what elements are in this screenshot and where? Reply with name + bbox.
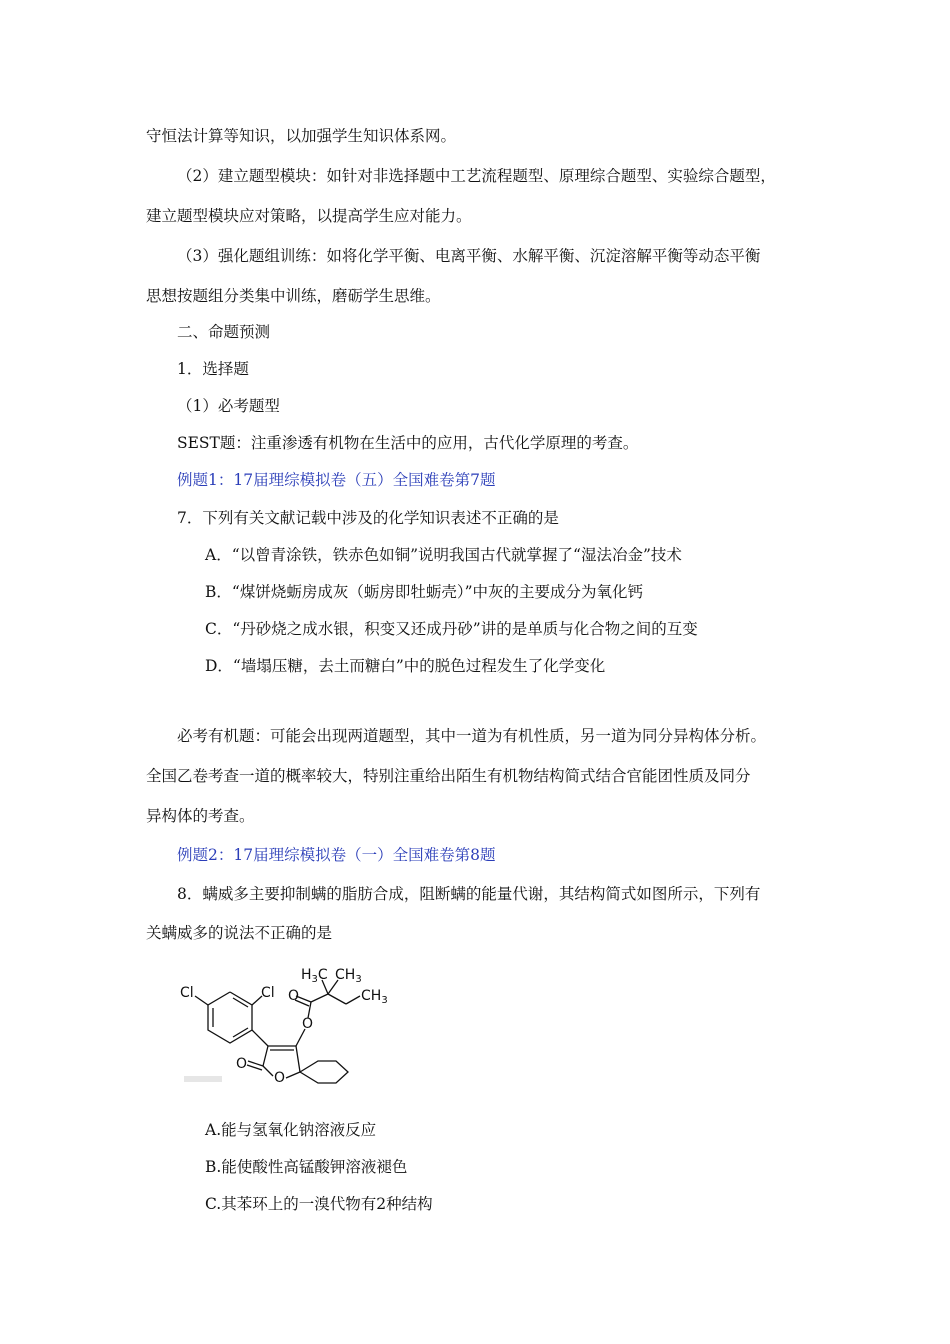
- text-line: 异构体的考查。: [146, 807, 255, 825]
- methyl-label: $H_3C$: [301, 967, 328, 985]
- methyl-label: $CH_3$: [361, 988, 388, 1006]
- option-a: A．“以曾青涂铁，铁赤色如铜”说明我国古代就掌握了“湿法冶金”技术: [205, 546, 682, 564]
- text-line: 建立题型模块应对策略，以提高学生应对能力。: [146, 207, 472, 225]
- text-line: SEST题：注重渗透有机物在生活中的应用，古代化学原理的考查。: [177, 434, 639, 452]
- question-stem: 关螨威多的说法不正确的是: [146, 924, 333, 942]
- text-line: 全国乙卷考查一道的概率较大，特别注重给出陌生有机物结构简式结合官能团性质及同分: [146, 767, 751, 785]
- methyl-label: $CH_3$: [335, 967, 362, 985]
- text-line: （2）建立题型模块：如针对非选择题中工艺流程题型、原理综合题型、实验综合题型，: [177, 167, 776, 185]
- subsection-heading: （1）必考题型: [177, 397, 280, 415]
- section-heading: 二、命题预测: [177, 323, 271, 341]
- example-heading: 例题1：17届理综模拟卷（五）全国难卷第7题: [177, 471, 496, 489]
- chlorine-label: Cl: [261, 985, 275, 1001]
- oxygen-label: O: [302, 1016, 314, 1032]
- text-line: 守恒法计算等知识，以加强学生知识体系网。: [146, 127, 457, 145]
- option-b: B.能使酸性高锰酸钾溶液褪色: [205, 1158, 408, 1176]
- example-heading: 例题2：17届理综模拟卷（一）全国难卷第8题: [177, 846, 496, 864]
- chlorine-label: Cl: [180, 985, 194, 1001]
- question-stem: 8．螨威多主要抑制螨的脂肪合成，阻断螨的能量代谢，其结构简式如图所示，下列有: [177, 885, 761, 903]
- text-line: （3）强化题组训练：如将化学平衡、电离平衡、水解平衡、沉淀溶解平衡等动态平衡: [177, 247, 761, 265]
- oxygen-label: O: [274, 1070, 286, 1086]
- oxygen-label: O: [236, 1056, 248, 1072]
- text-line: 思想按题组分类集中训练，磨砺学生思维。: [146, 287, 441, 305]
- option-c: C.其苯环上的一溴代物有2种结构: [205, 1195, 433, 1213]
- subsection-heading: 1．选择题: [177, 360, 249, 378]
- option-a: A.能与氢氧化钠溶液反应: [205, 1121, 377, 1139]
- option-b: B．“煤饼烧蛎房成灰（蛎房即牡蛎壳）”中灰的主要成分为氧化钙: [205, 583, 643, 601]
- option-d: D．“墙塌压糖，去土而糖白”中的脱色过程发生了化学变化: [205, 657, 606, 675]
- question-stem: 7．下列有关文献记载中涉及的化学知识表述不正确的是: [177, 509, 559, 527]
- option-c: C．“丹砂烧之成水银，积变又还成丹砂”讲的是单质与化合物之间的互变: [205, 620, 698, 638]
- oxygen-label: O: [288, 988, 300, 1004]
- structural-formula: [178, 958, 408, 1086]
- watermark-mark: [184, 1076, 222, 1082]
- text-line: 必考有机题：可能会出现两道题型，其中一道为有机性质，另一道为同分异构体分析。: [177, 727, 767, 745]
